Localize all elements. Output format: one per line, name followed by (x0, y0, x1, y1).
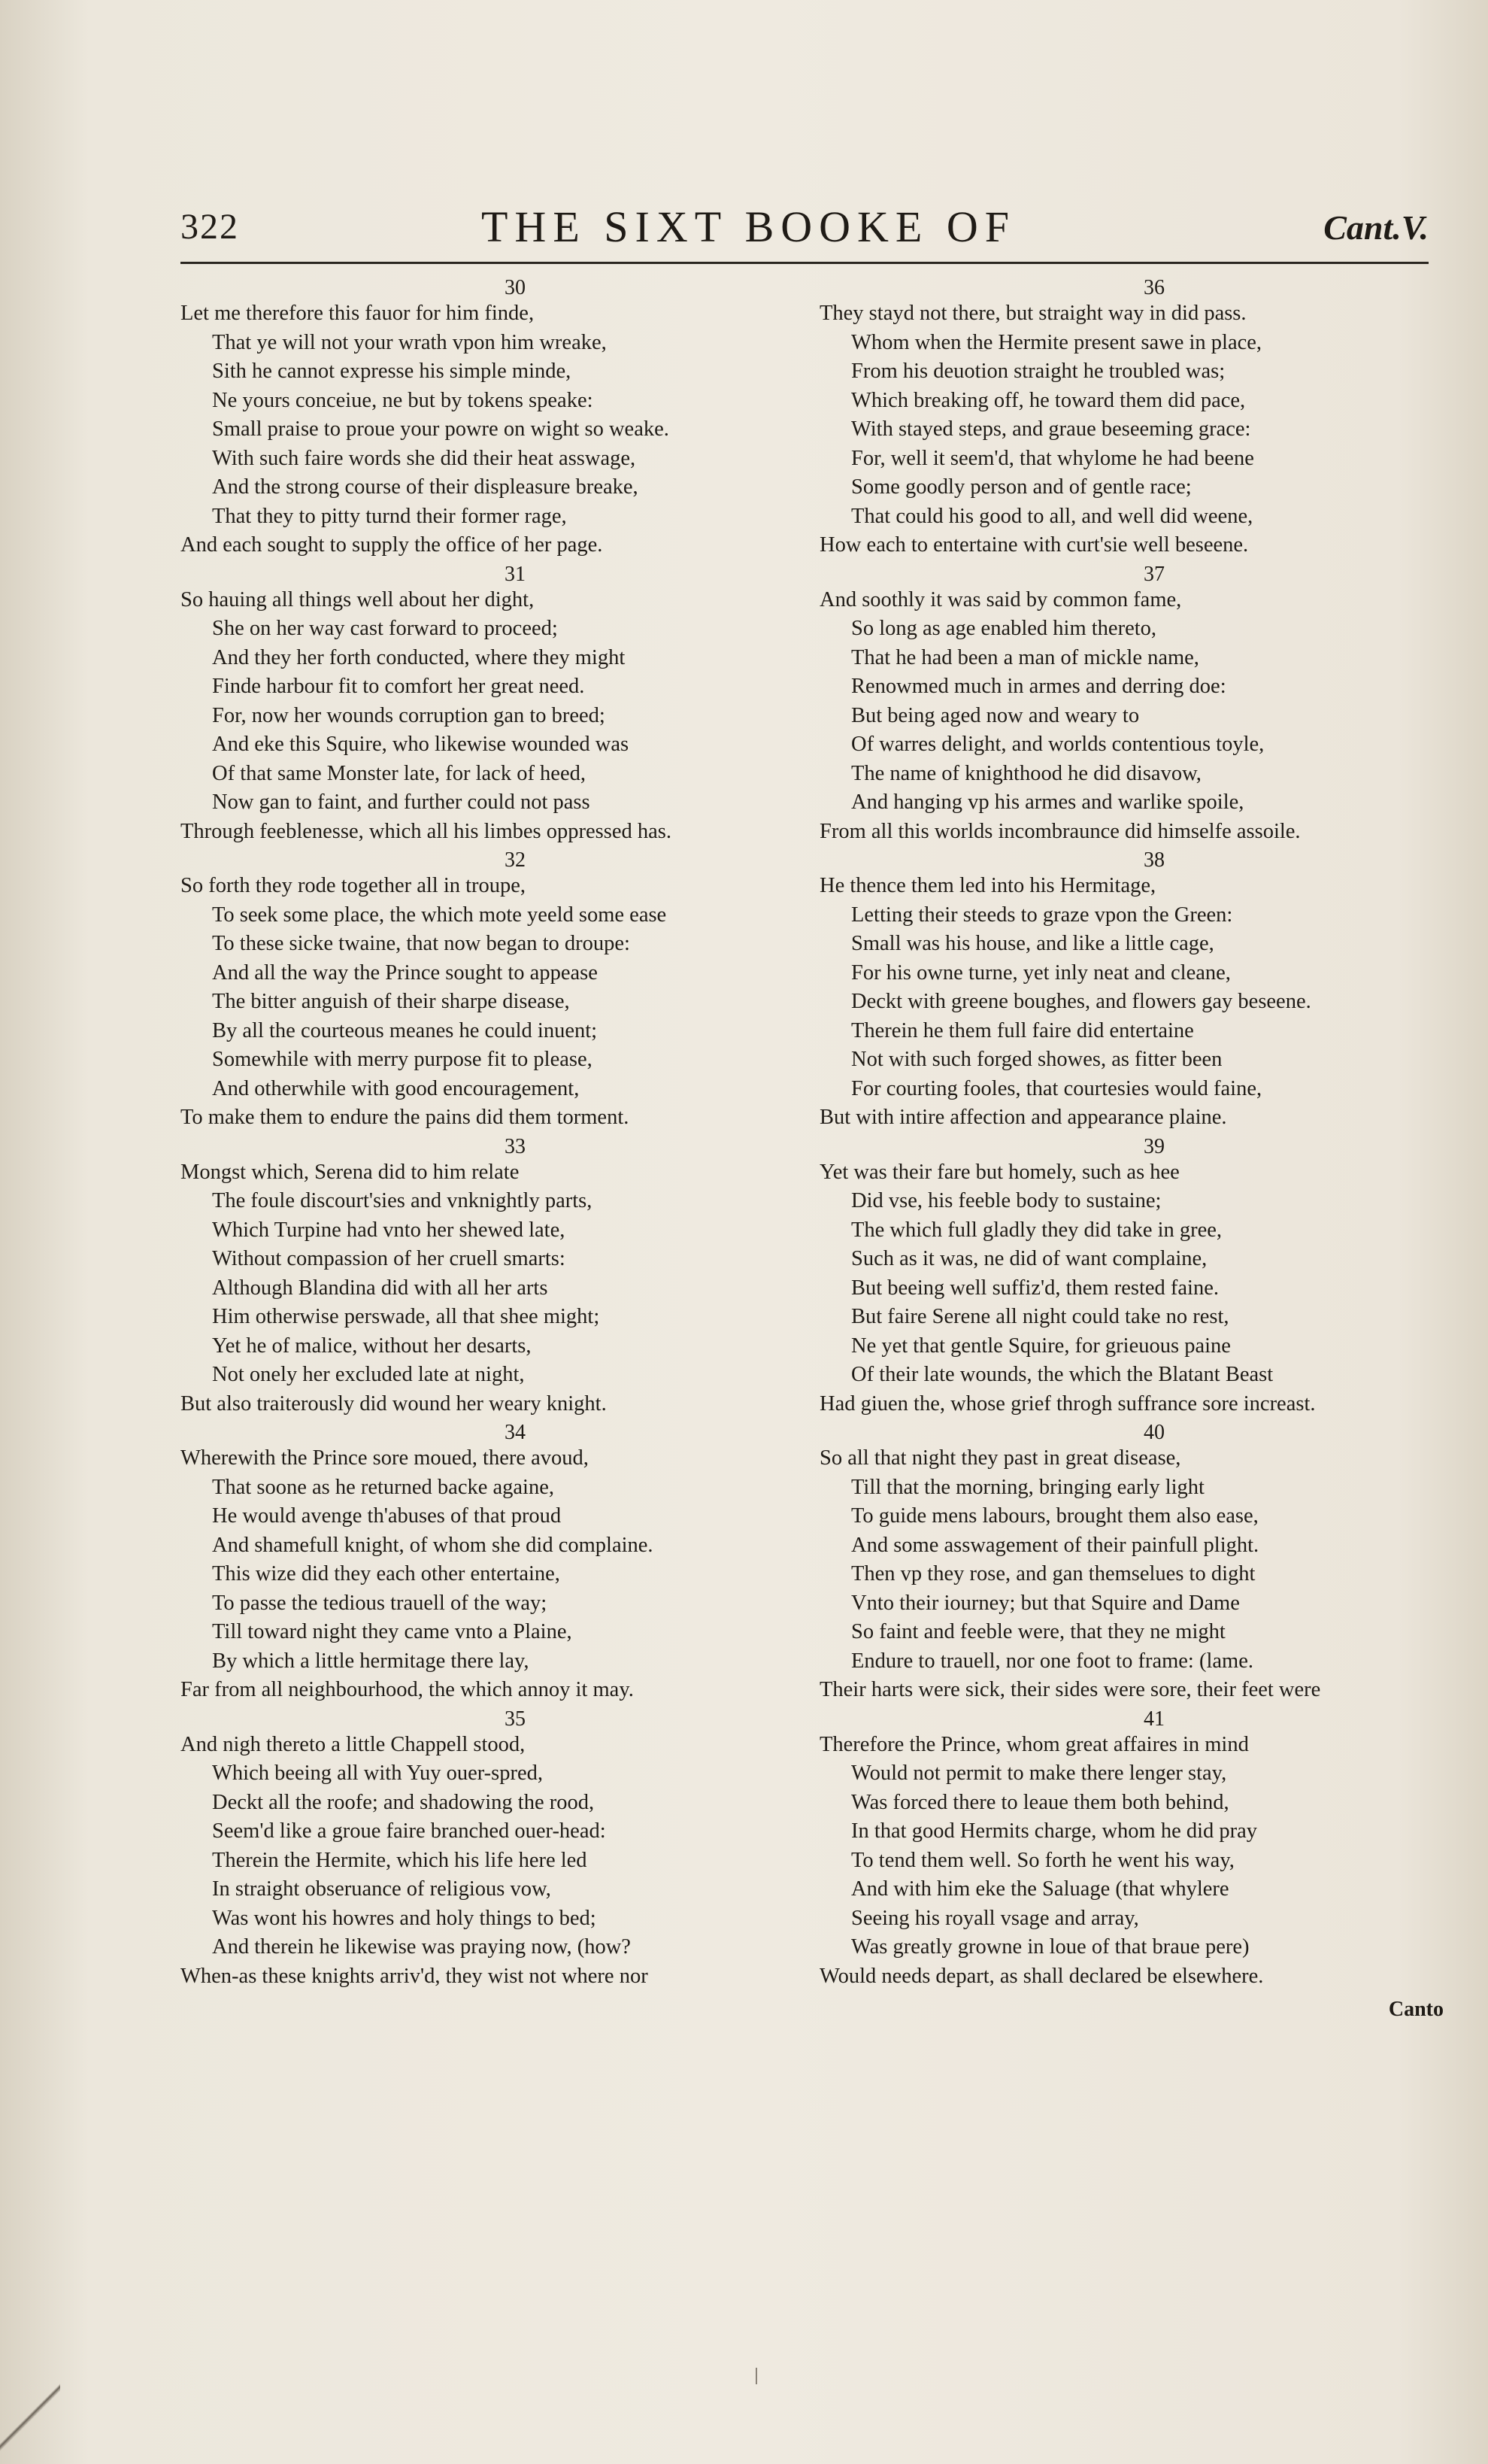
verse-line: Therein he them full faire did entertaine (851, 1018, 1194, 1042)
verse-line: Somewhile with merry purpose fit to please, (212, 1048, 592, 1071)
verse-line: Let me therefore this fauor for him finde, (180, 302, 535, 325)
verse-line: That ye will not your wrath vpon him wreake, (212, 330, 607, 354)
verse-line: Some goodly person and of gentle race; (851, 475, 1192, 499)
stanza (820, 1708, 1444, 1995)
stanza (820, 849, 1444, 1136)
verse-line: For courting fooles, that courtesies would faine, (851, 1076, 1262, 1100)
stanza (820, 563, 1444, 850)
verse-line: Was greatly growne in loue of that braue pere) (851, 1935, 1250, 1959)
right-column-stanzas (820, 277, 1444, 1994)
verse-line: Far from all neighbourhood, the which annoy it may. (180, 1678, 634, 1701)
verse-line: And therein he likewise was praying now, (how? (212, 1935, 631, 1959)
verse-line: Renowmed much in armes and derring doe: (851, 675, 1226, 698)
verse-line: And some asswagement of their painfull plight. (851, 1533, 1259, 1557)
verse-line: But faire Serene all night could take no rest, (851, 1305, 1229, 1328)
verse-line: Was wont his howres and holy things to bed; (212, 1906, 596, 1930)
stanza (180, 849, 805, 1136)
stanza (820, 277, 1444, 563)
verse-line: And hanging vp his armes and warlike spoile, (851, 790, 1244, 814)
verse-line: For his owne turne, yet inly neat and cleane, (851, 960, 1231, 985)
verse-line: This wize did they each other entertaine, (212, 1562, 560, 1586)
verse-line: Which Turpine had vnto her shewed late, (212, 1218, 565, 1242)
verse-line: Yet he of malice, without her desarts, (212, 1334, 532, 1358)
verse-line: Now gan to faint, and further could not pass (212, 790, 590, 814)
verse-line: Therein the Hermite, which his life here led (212, 1848, 587, 1872)
verse-line: But beeing well suffiz'd, them rested faine. (851, 1276, 1219, 1300)
verse-line: And soothly it was said by common fame, (820, 587, 1182, 611)
verse-line: Was forced there to leaue them both behind, (851, 1790, 1229, 1814)
verse-line: To guide mens labours, brought them also ease, (851, 1504, 1259, 1528)
verse-line: That soone as he returned backe againe, (212, 1475, 554, 1499)
verse-line: Of warres delight, and worlds contentious toyle, (851, 733, 1265, 756)
verse-line: And all the way the Prince sought to appease (212, 960, 598, 985)
stanza-number: 37 (1144, 562, 1165, 586)
verse-line: So long as age enabled him thereto, (851, 617, 1157, 640)
verse-line: Seeing his royall vsage and array, (851, 1906, 1139, 1930)
verse-line: Till toward night they came vnto a Plaine, (212, 1620, 572, 1643)
verse-line: Letting their steeds to graze vpon the Green: (851, 903, 1233, 927)
verse-line: He thence them led into his Hermitage, (820, 874, 1156, 897)
verse-line: For, now her wounds corruption gan to breed; (212, 703, 605, 727)
stanza-number: 35 (505, 1707, 526, 1731)
verse-line: That he had been a man of mickle name, (851, 645, 1199, 669)
verse-line: Deckt with greene boughes, and flowers gay beseene. (851, 990, 1311, 1013)
verse-line: Did vse, his feeble body to sustaine; (851, 1189, 1162, 1212)
verse-line: And eke this Squire, who likewise wounded was (212, 733, 629, 756)
verse-line: To tend them well. So forth he went his way, (851, 1848, 1235, 1872)
verse-line: Although Blandina did with all her arts (212, 1276, 548, 1300)
page-corner-fold (0, 2369, 60, 2464)
verse-line: Their harts were sick, their sides were sore, their feet were (820, 1678, 1321, 1701)
verse-line: And the strong course of their displeasure breake, (212, 475, 638, 499)
verse-line: Which beeing all with Yuy ouer-spred, (212, 1762, 543, 1785)
gutter-mark (756, 2368, 757, 2384)
verse-line: The foule discourt'sies and vnknightly parts, (212, 1189, 592, 1212)
verse-line: To passe the tedious trauell of the way; (212, 1591, 547, 1615)
stanza-number: 34 (505, 1421, 526, 1444)
stanza-number: 38 (1144, 848, 1165, 872)
verse-line: Of that same Monster late, for lack of heed, (212, 761, 586, 785)
verse-line: Ne yet that gentle Squire, for grieuous paine (851, 1334, 1231, 1358)
verse-line: Of their late wounds, the which the Blatant Beast (851, 1363, 1274, 1386)
verse-line: They stayd not there, but straight way in did pass. (820, 302, 1247, 325)
verse-line: Ne yours conceiue, ne but by tokens speake: (212, 388, 593, 412)
verse-line: That could his good to all, and well did weene, (851, 504, 1253, 528)
verse-line: Through feeblenesse, which all his limbes oppressed has. (180, 819, 671, 843)
verse-line: He would avenge th'abuses of that proud (212, 1504, 562, 1528)
canto-label: Cant.V. (1323, 208, 1429, 247)
verse-line: By all the courteous meanes he could inuent; (212, 1018, 598, 1042)
verse-line: But with intire affection and appearance plaine. (820, 1106, 1227, 1129)
stanza-number: 40 (1144, 1421, 1165, 1444)
verse-line: Small praise to proue your powre on wight so weake. (212, 417, 669, 441)
verse-line: Not with such forged showes, as fitter been (851, 1048, 1223, 1071)
verse-line: In that good Hermits charge, whom he did pray (851, 1819, 1258, 1843)
verse-line: Small was his house, and like a little cage, (851, 932, 1214, 955)
verse-line: For, well it seem'd, that whylome he had beene (851, 446, 1254, 470)
verse-line: When-as these knights arriv'd, they wist not where nor (180, 1964, 648, 1988)
verse-line: Without compassion of her cruell smarts: (212, 1247, 565, 1270)
stanza-number: 32 (505, 848, 526, 872)
verse-line: To these sicke twaine, that now began to droupe: (212, 932, 630, 955)
verse-line: The which full gladly they did take in gree, (851, 1218, 1223, 1242)
verse-line: Therefore the Prince, whom great affaires in mind (820, 1732, 1249, 1756)
verse-line: Vnto their iourney; but that Squire and Dame (851, 1591, 1240, 1615)
verse-line: The bitter anguish of their sharpe disease, (212, 990, 570, 1013)
verse-line: With stayed steps, and graue beseeming grace: (851, 417, 1251, 441)
verse-line: Such as it was, ne did of want complaine, (851, 1247, 1208, 1270)
stanza (180, 1422, 805, 1708)
stanza (820, 1422, 1444, 1708)
stanza (180, 563, 805, 850)
verse-line: So all that night they past in great disease, (820, 1446, 1181, 1470)
stanza-number: 33 (505, 1134, 526, 1158)
verse-line: And otherwhile with good encouragement, (212, 1076, 580, 1100)
verse-line: Till that the morning, bringing early light (851, 1475, 1205, 1499)
verse-line: Mongst which, Serena did to him relate (180, 1160, 520, 1184)
verse-line: In straight obseruance of religious vow, (212, 1877, 551, 1901)
stanza (820, 1136, 1444, 1422)
verse-line: So forth they rode together all in troupe, (180, 874, 526, 897)
verse-line: Then vp they rose, and gan themselues to dight (851, 1562, 1256, 1586)
left-column (180, 277, 805, 1994)
stanza (180, 277, 805, 563)
verse-line: But being aged now and weary to (851, 703, 1140, 727)
verse-line: And shamefull knight, of whom she did complaine. (212, 1533, 653, 1557)
verse-line: Sith he cannot expresse his simple minde, (212, 360, 571, 383)
verse-line: Whom when the Hermite present sawe in place, (851, 330, 1262, 354)
verse-line: So faint and feeble were, that they ne might (851, 1620, 1226, 1643)
verse-line: And they her forth conducted, where they might (212, 645, 626, 669)
verse-line: Had giuen the, whose grief throgh suffrance sore increast. (820, 1391, 1316, 1416)
verse-line: With such faire words she did their heat asswage, (212, 446, 636, 470)
verse-line: Seem'd like a groue faire branched ouer-head: (212, 1819, 606, 1843)
stanza (180, 1136, 805, 1422)
verse-line: Wherewith the Prince sore moued, there avoud, (180, 1446, 589, 1470)
verse-line: From his deuotion straight he troubled was; (851, 360, 1226, 383)
verse-line: To seek some place, the which mote yeeld some ease (212, 903, 667, 927)
verse-line: By which a little hermitage there lay, (212, 1649, 529, 1673)
stanza-number: 39 (1144, 1134, 1165, 1158)
page-number: 322 (180, 207, 239, 247)
verse-line: To make them to endure the pains did them torment. (180, 1106, 629, 1129)
verse-line: She on her way cast forward to proceed; (212, 617, 558, 640)
verse-line: But also traiterously did wound her weary knight. (180, 1391, 607, 1416)
verse-line: And nigh thereto a little Chappell stood, (180, 1732, 526, 1756)
header-rule (180, 262, 1429, 264)
catchword: Canto (1388, 1998, 1444, 2021)
verse-line: The name of knighthood he did disavow, (851, 761, 1202, 785)
verse-line: Would needs depart, as shall declared be elsewhere. (820, 1964, 1264, 1988)
verse-line: Not onely her excluded late at night, (212, 1363, 525, 1386)
verse-line: Which breaking off, he toward them did pace, (851, 388, 1246, 412)
verse-line: Would not permit to make there lenger stay, (851, 1762, 1227, 1785)
verse-line: Him otherwise perswade, all that shee might; (212, 1305, 600, 1328)
page-header (180, 202, 1429, 262)
stanza (180, 1708, 805, 1995)
verse-line: Deckt all the roofe; and shadowing the rood, (212, 1790, 595, 1814)
right-column (820, 277, 1444, 2022)
verse-line: Yet was their fare but homely, such as hee (820, 1160, 1180, 1184)
verse-line: Endure to trauell, nor one foot to frame: (lame. (851, 1649, 1253, 1673)
verse-line: And each sought to supply the office of her page. (180, 533, 603, 557)
stanza-number: 36 (1144, 276, 1165, 299)
stanza-number: 41 (1144, 1707, 1165, 1731)
verse-line: How each to entertaine with curt'sie well beseene. (820, 533, 1249, 557)
verse-line: So hauing all things well about her dight, (180, 587, 535, 611)
verse-line: And with him eke the Saluage (that whylere (851, 1877, 1229, 1901)
stanza-number: 31 (505, 562, 526, 586)
verse-line: Finde harbour fit to comfort her great need. (212, 675, 585, 698)
stanza-number: 30 (505, 276, 526, 299)
verse-line: From all this worlds incombraunce did himselfe assoile. (820, 819, 1301, 843)
running-title: THE SIXT BOOKE OF (481, 202, 1016, 251)
verse-line: That they to pitty turnd their former rage, (212, 504, 567, 528)
